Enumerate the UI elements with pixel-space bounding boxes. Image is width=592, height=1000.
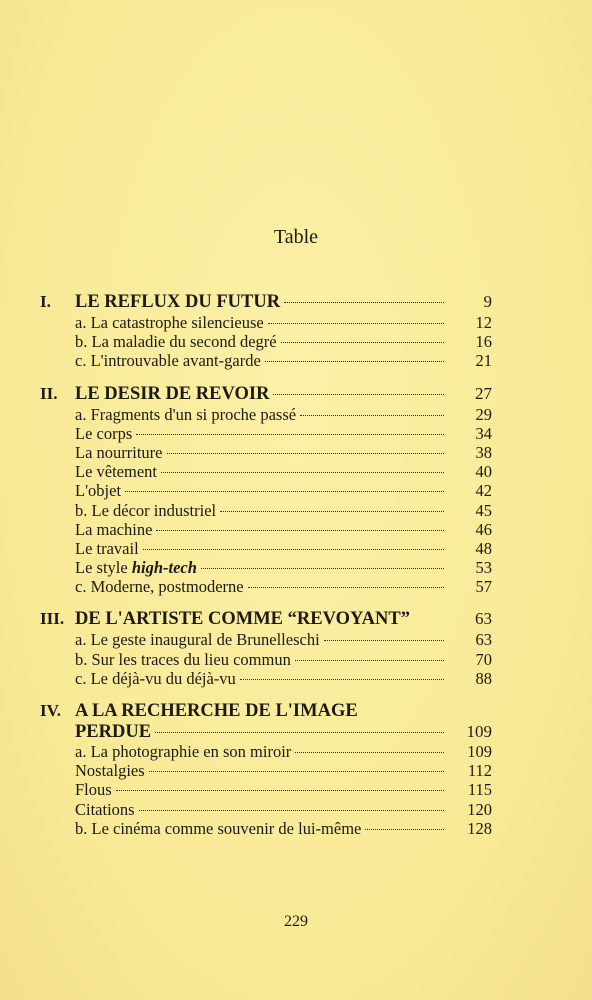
section-numeral: IV. [40, 701, 61, 720]
section-heading: LE DESIR DE REVOIR [75, 383, 270, 404]
dot-leader [155, 732, 444, 733]
section-heading: LE REFLUX DU FUTUR [75, 292, 281, 312]
dot-leader [414, 619, 444, 620]
toc-entry [40, 800, 492, 819]
toc-section-2 [40, 382, 492, 597]
page-number: 40 [475, 462, 492, 482]
toc-entry [40, 313, 492, 332]
page-number: 120 [467, 799, 492, 819]
dot-leader [284, 302, 444, 303]
page-number: 27 [475, 383, 492, 403]
page-number: 53 [475, 558, 492, 578]
page-number: 128 [467, 818, 492, 838]
entry-label: Le vêtement [75, 462, 158, 482]
toc-section-1 [40, 290, 492, 371]
toc-entry [40, 742, 492, 761]
folio-page-number: 229 [284, 913, 308, 930]
entry-label: La machine [75, 519, 153, 539]
toc-entry [40, 780, 492, 799]
toc-entry [40, 481, 492, 500]
toc-section-3 [40, 607, 492, 688]
page-number: 70 [475, 649, 492, 669]
toc-entry [40, 577, 492, 596]
entry-label: c. L'introuvable avant-garde [75, 351, 261, 371]
page-number: 38 [475, 442, 492, 462]
page-number: 112 [467, 761, 492, 781]
entry-label: a. La photographie en son miroir [75, 742, 292, 761]
entry-label [75, 558, 197, 577]
toc-entry [40, 332, 492, 351]
dot-leader [240, 679, 444, 680]
dot-leader [161, 472, 444, 473]
page-number: 115 [467, 780, 492, 800]
page-number: 46 [475, 519, 492, 539]
entry-label: a. Fragments d'un si proche passé [75, 404, 297, 424]
dot-leader [149, 771, 444, 772]
dot-leader [201, 568, 444, 569]
dot-leader [125, 491, 444, 492]
entry-label: b. Le décor industriel [75, 500, 217, 520]
entry-label: Nostalgies [75, 761, 145, 781]
entry-label: Le travail [75, 538, 139, 558]
page-number: 16 [475, 332, 492, 352]
toc-entry [40, 424, 492, 443]
section-heading-row [40, 382, 492, 405]
page-number: 9 [483, 292, 492, 311]
toc-entry [40, 761, 492, 780]
entry-label: Le corps [75, 423, 133, 443]
page-number: 63 [475, 630, 492, 650]
entry-label: a. La catastrophe silencieuse [75, 313, 264, 332]
dot-leader [300, 415, 444, 416]
page-number: 63 [475, 609, 492, 629]
dot-leader [167, 453, 444, 454]
dot-leader [295, 752, 444, 753]
section-numeral: III. [40, 609, 65, 629]
section-heading-row [40, 290, 492, 313]
section-numeral: II. [40, 383, 58, 403]
toc-entry [40, 669, 492, 688]
toc-entry [40, 501, 492, 520]
toc-entry [40, 405, 492, 424]
page-number: 42 [475, 481, 492, 501]
entry-label: b. Le cinéma comme souvenir de lui-même [75, 818, 362, 838]
toc-entry [40, 630, 492, 649]
toc-entry [40, 539, 492, 558]
page-number: 21 [475, 351, 492, 371]
page-number: 48 [475, 538, 492, 558]
page-number: 29 [475, 404, 492, 424]
entry-label: b. Sur les traces du lieu commun [75, 649, 291, 669]
entry-label: Citations [75, 799, 135, 819]
table-of-contents [40, 290, 492, 849]
toc-entry [40, 351, 492, 370]
section-heading-row-continued [40, 722, 492, 742]
page-number: 109 [466, 722, 492, 741]
section-numeral: I. [40, 292, 51, 311]
dot-leader [265, 361, 444, 362]
dot-leader [324, 640, 444, 641]
dot-leader [156, 530, 444, 531]
page-number: 12 [475, 313, 492, 332]
toc-section-4 [40, 699, 492, 838]
dot-leader [281, 342, 444, 343]
toc-entry [40, 520, 492, 539]
entry-label: b. La maladie du second degré [75, 332, 277, 352]
dot-leader [116, 790, 444, 791]
dot-leader [220, 511, 444, 512]
page-number: 109 [467, 742, 492, 761]
dot-leader [295, 660, 444, 661]
toc-entry [40, 558, 492, 577]
dot-leader [139, 810, 444, 811]
dot-leader [248, 587, 444, 588]
toc-entry [40, 462, 492, 481]
page-number: 57 [475, 577, 492, 597]
page-title: Table [273, 226, 319, 248]
entry-label: La nourriture [75, 442, 163, 462]
entry-label-text: Le style [75, 558, 128, 578]
toc-entry [40, 650, 492, 669]
entry-label: Flous [75, 780, 112, 800]
toc-entry [40, 819, 492, 838]
page-number: 45 [475, 500, 492, 520]
dot-leader [365, 829, 444, 830]
section-heading: A LA RECHERCHE DE L'IMAGE [75, 701, 358, 721]
section-heading-row [40, 699, 492, 722]
dot-leader [268, 323, 444, 324]
toc-entry [40, 443, 492, 462]
dot-leader [273, 394, 444, 395]
page-number: 34 [475, 423, 492, 443]
entry-label: c. Le déjà-vu du déjà-vu [75, 668, 236, 688]
section-heading: DE L'ARTISTE COMME “REVOYANT” [75, 609, 410, 630]
dot-leader [136, 434, 444, 435]
entry-label-italic: high-tech [131, 558, 197, 578]
dot-leader [143, 549, 444, 550]
section-heading-row [40, 607, 492, 630]
entry-label: a. Le geste inaugural de Brunelleschi [75, 630, 320, 650]
section-heading-continued: PERDUE [75, 722, 152, 742]
entry-label: c. Moderne, postmoderne [75, 577, 244, 597]
entry-label: L'objet [75, 481, 122, 501]
page-number: 88 [475, 668, 492, 688]
